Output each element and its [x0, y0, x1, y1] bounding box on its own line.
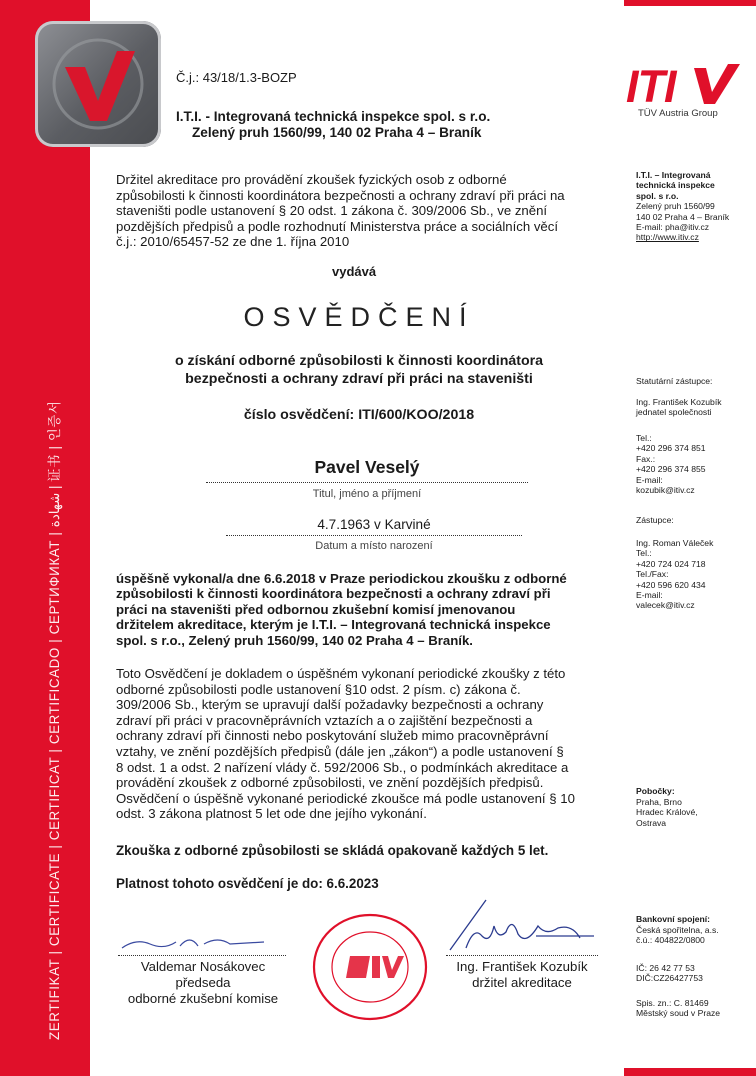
left-signatory-role: předseda [175, 975, 231, 990]
subtitle-line: o získání odborné způsobilosti k činnosti koordinátora [174, 353, 544, 369]
organization-name: I.T.I. - Integrovaná technická inspekce spol. s r.o. [176, 109, 491, 124]
exam-result-text [116, 571, 606, 648]
sidebar-address: E-mail: pha@itiv.cz [636, 222, 710, 233]
left-signatory-role: odborné zkušební komise [127, 991, 279, 1006]
paragraph-line: odst. 3 zákona platnost 5 let ode dne jejího vykonání. [116, 806, 427, 822]
registry-line: Městský soud v Praze [636, 1008, 721, 1019]
deputy-line: Tel.: [636, 548, 652, 559]
paragraph-line: odborné způsobilosti podle ustanovení §10 odst. 2 písm. c) zákona č. [116, 681, 521, 697]
sidebar-address: 140 02 Praha 4 – Braník [636, 211, 730, 222]
right-signatory [436, 959, 608, 991]
left-signature [118, 924, 268, 954]
deputy-line: Tel./Fax: [636, 569, 669, 580]
repeat-note: Zkouška z odborné způsobilosti se skládá opakovaně každých 5 let. [116, 843, 549, 858]
branch-line: Ostrava [636, 817, 667, 828]
registry-line: Spis. zn.: C. 81469 [636, 998, 709, 1008]
deputy-line: +420 724 024 718 [636, 558, 706, 569]
branch-line: Praha, Brno [636, 797, 682, 807]
id-line: IČ: 26 42 77 53 [636, 963, 695, 973]
sidebar-bank [636, 925, 754, 946]
bank-line: Česká spořitelna, a.s. [636, 925, 719, 935]
contact-line: Fax.: [636, 453, 656, 464]
certificate-languages-text: ZERTIFIKAT | CERTIFICATE | CERTIFICAT | CERTIFICADO | СЕРТИФИКАТ | شهادة | 证书 | 인증서 [47, 400, 62, 1040]
sidebar-deputy [636, 538, 754, 611]
deputy-line: E-mail: [636, 590, 663, 601]
itiv-logo-mark [624, 62, 742, 106]
right-signature-line [446, 955, 598, 956]
sidebar-branches-label: Pobočky: [636, 786, 675, 796]
paragraph-line: Toto Osvědčení je dokladem o úspěšném vykonaní periodické zkoušky z této [116, 666, 566, 681]
result-line: spol. s r.o., Zelený pruh 1560/99, 140 02 Praha 4 – Braník. [116, 632, 473, 648]
paragraph-line: 309/2006 Sb., kterým se upravují další požadavky bezpečnosti a ochrany [116, 697, 544, 713]
right-signature [446, 896, 596, 956]
contact-line: +420 296 374 855 [636, 464, 706, 475]
accreditation-line: pozdějších předpisů a podle rozhodnutí Ministerstva práce a sociálních věcí [116, 218, 559, 234]
organization-address: Zelený pruh 1560/99, 140 02 Praha 4 – Braník [192, 125, 482, 140]
bottom-accent-bar [624, 1068, 756, 1076]
paragraph-line: zdraví při práci v pracovněprávních vztazích a o zajištění bezpečnosti a [116, 712, 533, 728]
id-line: DIČ:CZ26427753 [636, 973, 703, 984]
top-accent-bar [624, 0, 756, 6]
paragraph-line: Osvědčení o úspěšně vykonané periodické zkoušce má podle ustanovení § 10 [116, 790, 575, 806]
sidebar-company: technická inspekce [636, 180, 715, 191]
name-caption: Titul, jméno a příjmení [312, 488, 422, 500]
left-signatory [110, 959, 296, 1007]
right-signatory-name: Ing. František Kozubík [456, 959, 588, 974]
paragraph-line: ochrany zdraví při činnosti nebo poskytování služeb mimo pracovněprávní [116, 728, 549, 744]
sidebar-deputy-label: Zástupce: [636, 515, 674, 525]
left-signature-line [118, 955, 286, 956]
result-line: způsobilosti k činnosti koordinátora bezpečnosti a ochrany zdraví při [116, 586, 551, 602]
sidebar-company-info [636, 170, 754, 243]
sidebar-statutory [636, 397, 754, 418]
reference-number: Č.j.: 43/18/1.3-BOZP [176, 70, 297, 85]
accreditation-line: Držitel akreditace pro provádění zkoušek fyzických osob z odborné [116, 172, 507, 187]
deputy-line: +420 596 620 434 [636, 579, 706, 590]
result-line: práci na staveništi před odbornou zkušební komisí jmenovanou [116, 601, 516, 617]
company-stamp [310, 912, 430, 1022]
sidebar-statutory-label: Statutární zástupce: [636, 376, 713, 386]
contact-line: +420 296 374 851 [636, 443, 706, 454]
subtitle-line: bezpečnosti a ochrany zdraví při práci na staveništi [185, 371, 533, 387]
branch-line: Hradec Králové, [636, 807, 698, 818]
bank-line: č.ú.: 404822/0800 [636, 935, 705, 946]
left-signatory-name: Valdemar Nosákovec [140, 959, 266, 974]
issues-label: vydává [332, 264, 377, 279]
certificate-number: číslo osvědčení: ITI/600/KOO/2018 [243, 407, 475, 423]
document-title: OSVĚDČENÍ [243, 302, 475, 332]
legal-paragraph [116, 666, 606, 822]
result-line: úspěšně vykonal/a dne 6.6.2018 v Praze periodickou zkoušku z odborné [116, 571, 567, 586]
accreditation-line: staveništi podle ustanovení § 20 odst. 1 zákona č. 309/2006 Sb., ve znění [116, 203, 548, 219]
certificate-badge-emblem [35, 21, 161, 147]
sidebar-company: spol. s r.o. [636, 190, 679, 201]
sidebar-ids [636, 963, 754, 984]
paragraph-line: 8 odst. 1 a odst. 2 nařízení vlády č. 592/2006 Sb., o podmínkách akreditace a [116, 759, 569, 775]
sidebar-statutory-line: jednatel společnosti [636, 407, 712, 418]
paragraph-line: provádění zkoušek z odborné způsobilosti, ve znění pozdějších předpisů. [116, 775, 544, 791]
accreditation-line: způsobilosti k činnosti koordinátora bezpečnosti a ochrany zdraví při práci na [116, 187, 565, 203]
accreditation-line: č.j.: 2010/65457-52 ze dne 1. října 2010 [116, 234, 350, 250]
holder-name: Pavel Veselý [314, 457, 420, 477]
right-signatory-role: držitel akreditace [472, 975, 572, 990]
sidebar-branches [636, 797, 754, 828]
itiv-logo [624, 62, 742, 120]
result-line: držitelem akreditace, kterým je I.T.I. – Integrovaná technická inspekce [116, 617, 551, 633]
accreditation-text [116, 172, 606, 250]
name-dotted-line [206, 482, 528, 483]
sidebar-statutory-contacts [636, 433, 754, 495]
contact-line: E-mail: [636, 474, 663, 485]
tuv-group-label: TÜV Austria Group [638, 108, 718, 119]
birth-dotted-line [226, 535, 522, 536]
deputy-line: Ing. Roman Váleček [636, 538, 714, 548]
sidebar-company: I.T.I. – Integrovaná [636, 170, 711, 180]
svg-text:ITI: ITI [626, 62, 676, 106]
birth-caption: Datum a místo narození [315, 540, 433, 552]
sidebar-registry [636, 998, 754, 1019]
sidebar-website-link[interactable]: http://www.itiv.cz [636, 232, 699, 243]
paragraph-line: vztahy, ve znění pozdějších předpisů (dále jen „zákon“) a podle ustanovení § [116, 743, 564, 759]
sidebar-bank-label: Bankovní spojení: [636, 914, 711, 924]
contact-line: Tel.: [636, 433, 652, 443]
sidebar-address: Zelený pruh 1560/99 [636, 201, 715, 212]
certificate-subtitle [116, 352, 602, 388]
sidebar-statutory-line: Ing. František Kozubík [636, 397, 722, 407]
birth-date-place: 4.7.1963 v Karviné [317, 517, 431, 532]
contact-line: kozubik@itiv.cz [636, 485, 695, 496]
deputy-line: valecek@itiv.cz [636, 600, 695, 611]
validity-date: Platnost tohoto osvědčení je do: 6.6.2023 [116, 876, 379, 891]
